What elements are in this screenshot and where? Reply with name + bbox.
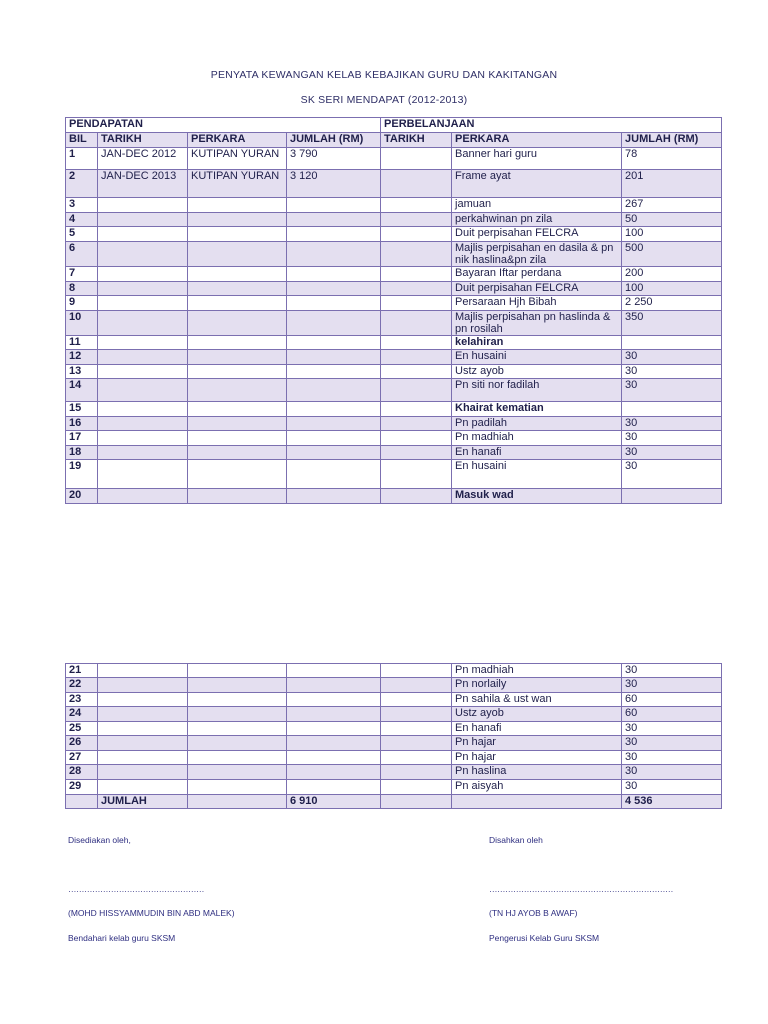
cell-jumlah [287,282,381,296]
cell-tarikh: JAN-DEC 2013 [98,170,188,198]
cell-jumlah [287,311,381,336]
cell-jumlah [287,736,381,751]
cell-perkara-expense: Majlis perpisahan pn haslinda & pn rosilah [452,311,622,336]
cell-jumlah-expense: 267 [622,198,722,213]
cell-bil: 21 [66,664,98,678]
cell-perkara-expense: Pn norlaily [452,678,622,693]
cell-perkara [188,693,287,707]
cell-tarikh-expense [381,736,452,751]
cell-tarikh [98,296,188,311]
cell-jumlah-expense: 60 [622,707,722,722]
cell-tarikh [98,402,188,417]
cell-bil: 1 [66,148,98,170]
cell-jumlah-expense: 30 [622,460,722,489]
cell-jumlah [287,417,381,431]
cell-tarikh-expense [381,765,452,780]
approved-by-role: Pengerusi Kelab Guru SKSM [489,933,600,943]
cell-jumlah [287,765,381,780]
table-row [66,242,722,267]
cell-perkara-expense: Bayaran Iftar perdana [452,267,622,282]
cell-jumlah [287,242,381,267]
total-expense: 4 536 [622,795,722,809]
cell-perkara [188,707,287,722]
table-row [66,780,722,795]
cell-tarikh [98,213,188,227]
cell-jumlah [287,664,381,678]
table-row [66,267,722,282]
cell-tarikh [98,336,188,350]
approved-by-signature-line: …………………………………………………………… [489,884,673,894]
cell-jumlah [287,460,381,489]
cell-tarikh [98,460,188,489]
cell-tarikh [98,379,188,402]
cell-jumlah-expense: 500 [622,242,722,267]
cell-tarikh-expense [381,751,452,765]
cell-jumlah-expense: 30 [622,780,722,795]
cell-tarikh-expense [381,707,452,722]
cell-tarikh-expense [381,148,452,170]
table-row [66,736,722,751]
cell-tarikh [98,693,188,707]
cell-tarikh [98,446,188,460]
cell-bil: 19 [66,460,98,489]
cell-perkara [188,780,287,795]
cell-tarikh-expense [381,198,452,213]
cell-perkara [188,446,287,460]
cell-perkara-expense: Ustz ayob [452,707,622,722]
cell-tarikh-expense [381,446,452,460]
cell-perkara-expense: jamuan [452,198,622,213]
cell-tarikh-expense [381,664,452,678]
cell-jumlah [287,296,381,311]
table-row [66,751,722,765]
total-income: 6 910 [287,795,381,809]
cell-jumlah-expense: 100 [622,282,722,296]
cell-tarikh [98,198,188,213]
cell-tarikh [98,707,188,722]
table-row [66,707,722,722]
table-row [66,170,722,198]
table-row [66,765,722,780]
prepared-by-role: Bendahari kelab guru SKSM [68,933,176,943]
cell-perkara [188,336,287,350]
table-row [66,282,722,296]
cell-perkara [188,379,287,402]
cell-perkara [188,736,287,751]
cell-jumlah [287,379,381,402]
cell-perkara-expense: Masuk wad [452,489,622,504]
cell-jumlah [287,678,381,693]
cell-perkara: KUTIPAN YURAN [188,148,287,170]
cell-bil: 17 [66,431,98,446]
header-tarikh: TARIKH [98,133,188,148]
prepared-by-name: (MOHD HISSYAMMUDIN BIN ABD MALEK) [68,908,235,918]
cell-perkara [188,664,287,678]
cell-bil: 29 [66,780,98,795]
cell-jumlah [287,350,381,365]
document-title: PENYATA KEWANGAN KELAB KEBAJIKAN GURU DAN KAKITANGAN [210,69,558,81]
cell-perkara [188,795,287,809]
cell-jumlah [287,336,381,350]
cell-jumlah-expense: 30 [622,664,722,678]
cell-tarikh-expense [381,460,452,489]
section-expense-header: PERBELANJAAN [381,118,722,133]
cell-tarikh-expense [381,402,452,417]
cell-jumlah: 3 120 [287,170,381,198]
cell-bil: 11 [66,336,98,350]
cell-perkara-expense: Pn haslina [452,765,622,780]
cell-tarikh [98,678,188,693]
table-row [66,664,722,678]
cell-perkara: KUTIPAN YURAN [188,170,287,198]
table-row [66,198,722,213]
cell-tarikh [98,722,188,736]
cell-tarikh [98,780,188,795]
cell-jumlah-expense: 30 [622,751,722,765]
cell-tarikh-expense [381,242,452,267]
table-row [66,296,722,311]
cell-jumlah [287,489,381,504]
cell-bil: 27 [66,751,98,765]
cell-jumlah-expense [622,336,722,350]
cell-bil: 4 [66,213,98,227]
header-tarikh-expense: TARIKH [381,133,452,148]
financial-statement-table-continued [65,663,722,809]
cell-perkara-expense [452,795,622,809]
cell-jumlah-expense: 30 [622,365,722,379]
header-jumlah: JUMLAH (RM) [287,133,381,148]
cell-jumlah [287,365,381,379]
cell-tarikh [98,751,188,765]
cell-perkara-expense: Pn siti nor fadilah [452,379,622,402]
cell-bil: 8 [66,282,98,296]
cell-jumlah [287,446,381,460]
header-perkara-expense: PERKARA [452,133,622,148]
cell-bil: 25 [66,722,98,736]
cell-perkara [188,722,287,736]
cell-jumlah [287,751,381,765]
cell-jumlah-expense [622,402,722,417]
cell-jumlah-expense: 30 [622,722,722,736]
cell-bil: 12 [66,350,98,365]
cell-perkara [188,350,287,365]
table-row [66,460,722,489]
cell-bil: 9 [66,296,98,311]
cell-bil: 24 [66,707,98,722]
cell-tarikh: JAN-DEC 2012 [98,148,188,170]
cell-perkara [188,460,287,489]
cell-jumlah-expense: 30 [622,379,722,402]
cell-perkara-expense: Duit perpisahan FELCRA [452,282,622,296]
header-jumlah-expense: JUMLAH (RM) [622,133,722,148]
cell-perkara-expense: En hanafi [452,722,622,736]
table-row [66,379,722,402]
cell-jumlah-expense: 30 [622,446,722,460]
cell-tarikh-expense [381,170,452,198]
cell-tarikh-expense [381,489,452,504]
cell-tarikh [98,365,188,379]
cell-bil: 3 [66,198,98,213]
cell-bil: 15 [66,402,98,417]
cell-perkara [188,311,287,336]
table-row [66,350,722,365]
cell-jumlah-expense: 2 250 [622,296,722,311]
cell-perkara-expense: Khairat kematian [452,402,622,417]
cell-perkara-expense: kelahiran [452,336,622,350]
cell-tarikh-expense [381,722,452,736]
cell-jumlah-expense: 30 [622,431,722,446]
prepared-by-caption: Disediakan oleh, [68,835,131,845]
cell-tarikh [98,267,188,282]
cell-perkara [188,489,287,504]
cell-perkara [188,213,287,227]
cell-tarikh-expense [381,267,452,282]
cell-perkara [188,431,287,446]
cell-perkara [188,227,287,242]
cell-perkara [188,751,287,765]
cell-tarikh [98,664,188,678]
cell-perkara-expense: En hanafi [452,446,622,460]
cell-tarikh-expense [381,350,452,365]
cell-tarikh [98,431,188,446]
cell-jumlah [287,722,381,736]
cell-tarikh-expense [381,379,452,402]
cell-tarikh-expense [381,311,452,336]
table-row [66,446,722,460]
table-row [66,489,722,504]
total-row [66,795,722,809]
cell-perkara-expense: Pn madhiah [452,431,622,446]
cell-perkara-expense: Ustz ayob [452,365,622,379]
table-row [66,417,722,431]
cell-perkara-expense: Pn padilah [452,417,622,431]
cell-bil: 6 [66,242,98,267]
cell-jumlah-expense: 50 [622,213,722,227]
cell-perkara-expense: perkahwinan pn zila [452,213,622,227]
cell-perkara [188,765,287,780]
cell-tarikh-expense [381,227,452,242]
header-perkara: PERKARA [188,133,287,148]
cell-tarikh [98,227,188,242]
cell-tarikh-expense [381,780,452,795]
total-label: JUMLAH [98,795,188,809]
cell-tarikh [98,282,188,296]
cell-bil [66,795,98,809]
cell-jumlah-expense: 30 [622,678,722,693]
table-row [66,336,722,350]
table-row [66,213,722,227]
cell-jumlah-expense [622,489,722,504]
cell-perkara-expense: Pn aisyah [452,780,622,795]
cell-perkara-expense: Duit perpisahan FELCRA [452,227,622,242]
cell-tarikh-expense [381,296,452,311]
cell-tarikh [98,736,188,751]
cell-jumlah: 3 790 [287,148,381,170]
cell-perkara-expense: En husaini [452,460,622,489]
cell-perkara-expense: Majlis perpisahan en dasila & pn nik haslina&pn zila [452,242,622,267]
financial-statement-table [65,117,722,504]
cell-perkara [188,242,287,267]
cell-tarikh-expense [381,417,452,431]
cell-jumlah-expense: 30 [622,736,722,751]
cell-perkara [188,678,287,693]
cell-bil: 16 [66,417,98,431]
cell-tarikh-expense [381,282,452,296]
cell-jumlah [287,402,381,417]
cell-tarikh-expense [381,431,452,446]
cell-tarikh-expense [381,213,452,227]
cell-bil: 14 [66,379,98,402]
cell-jumlah [287,431,381,446]
cell-bil: 20 [66,489,98,504]
cell-jumlah-expense: 350 [622,311,722,336]
table-row [66,365,722,379]
cell-perkara-expense: Frame ayat [452,170,622,198]
cell-bil: 5 [66,227,98,242]
cell-perkara [188,417,287,431]
table-row [66,431,722,446]
cell-jumlah-expense: 30 [622,350,722,365]
cell-perkara [188,267,287,282]
table-row [66,722,722,736]
cell-jumlah [287,780,381,795]
cell-perkara-expense: Pn madhiah [452,664,622,678]
cell-perkara-expense: Pn sahila & ust wan [452,693,622,707]
section-income-header: PENDAPATAN [66,118,381,133]
prepared-by-signature-line: …………………………………………… [68,884,204,894]
cell-bil: 7 [66,267,98,282]
cell-perkara [188,282,287,296]
cell-jumlah-expense: 200 [622,267,722,282]
cell-jumlah-expense: 100 [622,227,722,242]
cell-bil: 26 [66,736,98,751]
cell-jumlah-expense: 60 [622,693,722,707]
document-subtitle: SK SERI MENDAPAT (2012-2013) [300,94,468,106]
table-row [66,678,722,693]
table-row [66,227,722,242]
cell-tarikh-expense [381,795,452,809]
cell-bil: 10 [66,311,98,336]
table-row [66,148,722,170]
cell-jumlah-expense: 201 [622,170,722,198]
cell-perkara [188,365,287,379]
cell-bil: 13 [66,365,98,379]
cell-tarikh [98,311,188,336]
cell-bil: 23 [66,693,98,707]
table-row [66,693,722,707]
cell-jumlah [287,707,381,722]
cell-jumlah [287,267,381,282]
cell-perkara-expense: Pn hajar [452,736,622,751]
cell-perkara [188,402,287,417]
table-row [66,402,722,417]
cell-bil: 22 [66,678,98,693]
cell-bil: 18 [66,446,98,460]
cell-perkara-expense: En husaini [452,350,622,365]
cell-tarikh [98,489,188,504]
cell-tarikh-expense [381,678,452,693]
cell-bil: 2 [66,170,98,198]
cell-perkara-expense: Persaraan Hjh Bibah [452,296,622,311]
cell-jumlah [287,198,381,213]
cell-bil: 28 [66,765,98,780]
cell-jumlah [287,227,381,242]
cell-tarikh-expense [381,365,452,379]
header-bil: BIL [66,133,98,148]
cell-tarikh [98,417,188,431]
cell-perkara-expense: Banner hari guru [452,148,622,170]
cell-perkara [188,198,287,213]
cell-jumlah-expense: 30 [622,765,722,780]
approved-by-name: (TN HJ AYOB B AWAF) [489,908,578,918]
table-row [66,311,722,336]
cell-jumlah [287,213,381,227]
cell-perkara [188,296,287,311]
cell-jumlah [287,693,381,707]
cell-tarikh [98,242,188,267]
cell-tarikh-expense [381,693,452,707]
cell-tarikh [98,350,188,365]
approved-by-caption: Disahkan oleh [489,835,543,845]
cell-jumlah-expense: 30 [622,417,722,431]
cell-perkara-expense: Pn hajar [452,751,622,765]
cell-tarikh-expense [381,336,452,350]
cell-jumlah-expense: 78 [622,148,722,170]
cell-tarikh [98,765,188,780]
